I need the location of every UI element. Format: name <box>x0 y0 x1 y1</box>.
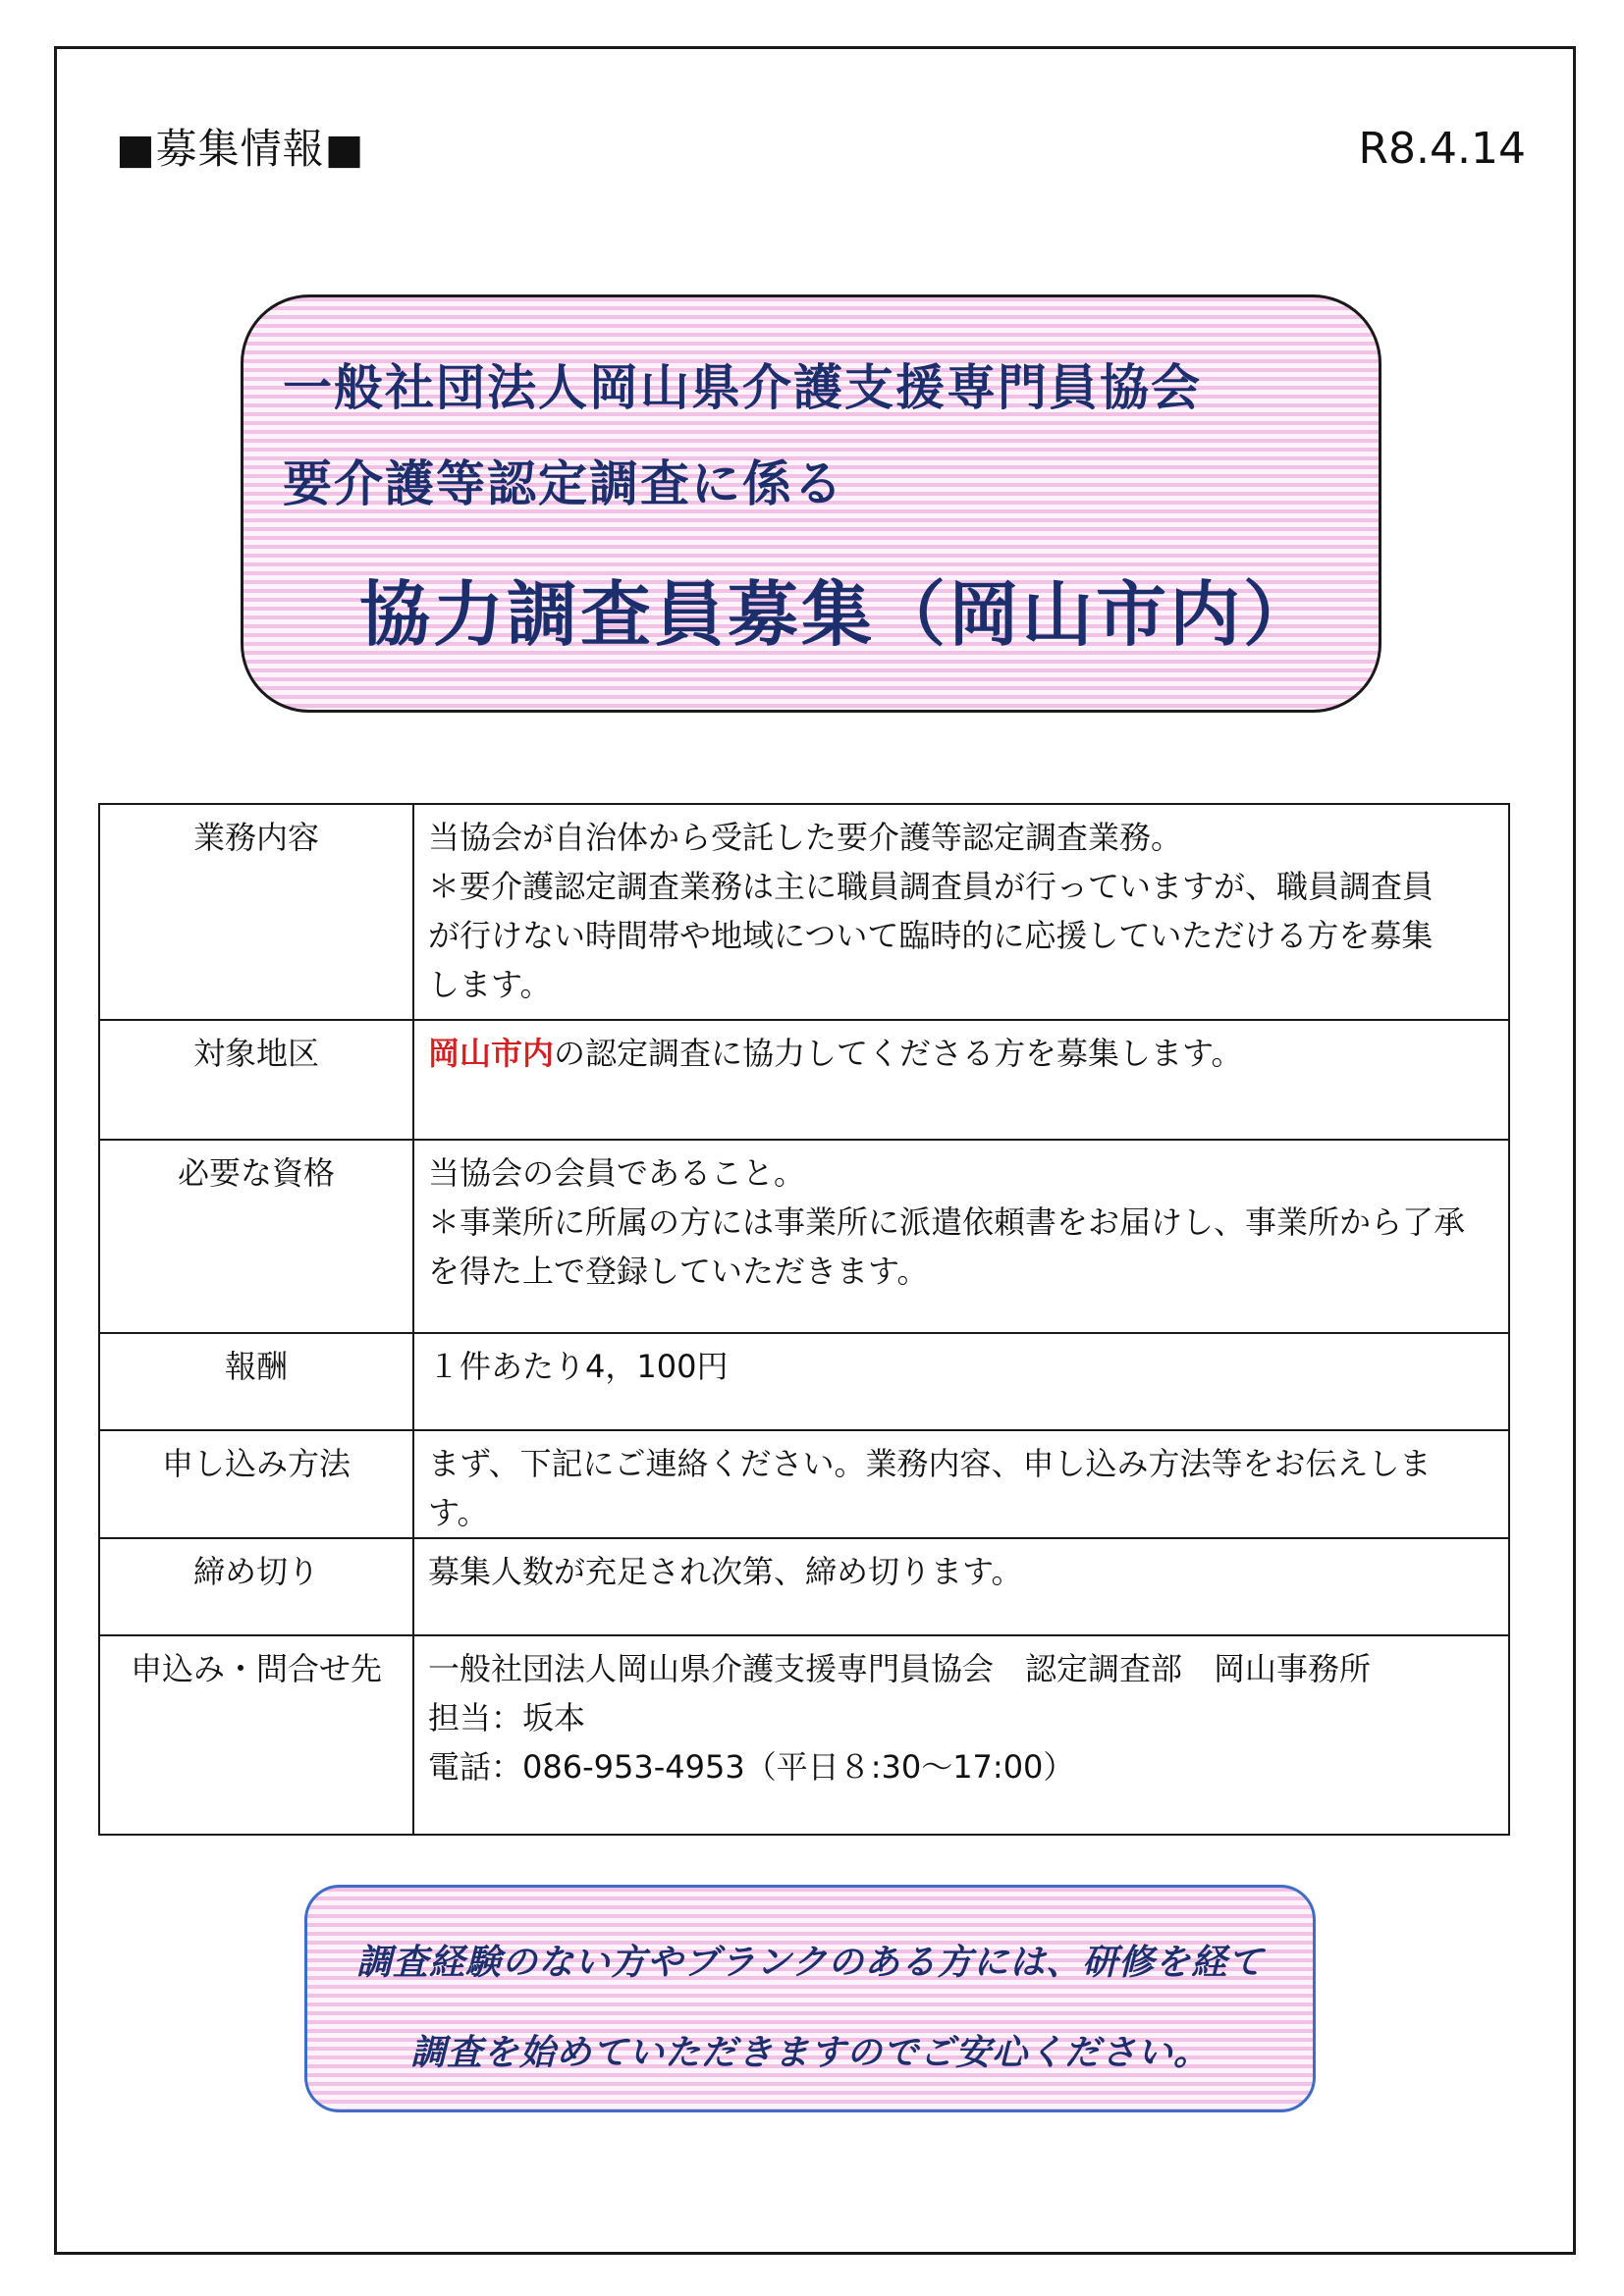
value-line: 募集人数が充足され次第、締め切ります。 <box>428 1553 1023 1590</box>
title-subject: 要介護等認定調査に係る <box>283 455 844 512</box>
contact-organization: 一般社団法人岡山県介護支援専門員協会 認定調査部 岡山事務所 <box>428 1650 1372 1687</box>
value-line: を得た上で登録していただきます。 <box>428 1253 929 1290</box>
target-area-highlight: 岡山市内 <box>428 1035 555 1072</box>
contact-person: 担当：坂本 <box>428 1699 586 1736</box>
row-label-compensation: 報酬 <box>99 1333 413 1430</box>
row-value-qualification <box>413 1140 1509 1333</box>
table-row <box>99 804 1509 1020</box>
value-line: ＊要介護認定調査業務は主に職員調査員が行っていますが、職員調査員 <box>428 868 1435 905</box>
value-line: ＊事業所に所属の方には事業所に派遣依頼書をお届けし、事業所から了承 <box>428 1203 1466 1241</box>
value-line: １件あたり4，100円 <box>428 1348 729 1385</box>
value-line: が行けない時間帯や地域について臨時的に応援していただける方を募集 <box>428 917 1434 954</box>
row-value-compensation <box>413 1333 1509 1430</box>
notice-line-1: 調査経験のない方やブランクのある方には、研修を経て <box>355 1943 1265 1983</box>
target-area-text: の認定調査に協力してくださる方を募集します。 <box>554 1035 1243 1072</box>
value-line: まず、下記にご連絡ください。業務内容、申し込み方法等をお伝えします。 <box>428 1445 1432 1531</box>
table-row <box>99 1333 1509 1430</box>
reassurance-notice-banner <box>304 1885 1316 2112</box>
row-label-target-area: 対象地区 <box>99 1020 413 1140</box>
table-row <box>99 1020 1509 1140</box>
table-row <box>99 1140 1509 1333</box>
table-row <box>99 1538 1509 1635</box>
row-label-contact: 申込み・問合せ先 <box>99 1635 413 1835</box>
recruitment-info-label: ■募集情報■ <box>116 125 365 173</box>
row-label-qualification: 必要な資格 <box>99 1140 413 1333</box>
row-label-deadline: 締め切り <box>99 1538 413 1635</box>
recruitment-details-table <box>98 803 1510 1836</box>
row-value-contact <box>413 1635 1509 1835</box>
row-value-target-area <box>413 1020 1509 1140</box>
row-label-job-description: 業務内容 <box>99 804 413 1020</box>
row-value-job-description <box>413 804 1509 1020</box>
row-label-application-method: 申し込み方法 <box>99 1430 413 1538</box>
value-line <box>428 1029 1490 1078</box>
value-line: します。 <box>428 966 552 1003</box>
row-value-application-method <box>413 1430 1509 1538</box>
table-row <box>99 1635 1509 1835</box>
value-line: 当協会が自治体から受託した要介護等認定調査業務。 <box>428 819 1183 856</box>
title-banner <box>241 294 1381 713</box>
title-main: 協力調査員募集（岡山市内） <box>359 573 1318 656</box>
value-line: 当協会の会員であること。 <box>428 1154 806 1192</box>
contact-phone: 電話：086-953-4953（平日８:30～17:00） <box>428 1748 1075 1786</box>
document-date: R8.4.14 <box>1358 124 1526 174</box>
title-organization: 一般社団法人岡山県介護支援専門員協会 <box>283 359 1202 416</box>
table-row <box>99 1430 1509 1538</box>
notice-line-2: 調査を始めていただきますのでご安心ください。 <box>409 2033 1210 2073</box>
row-value-deadline <box>413 1538 1509 1635</box>
